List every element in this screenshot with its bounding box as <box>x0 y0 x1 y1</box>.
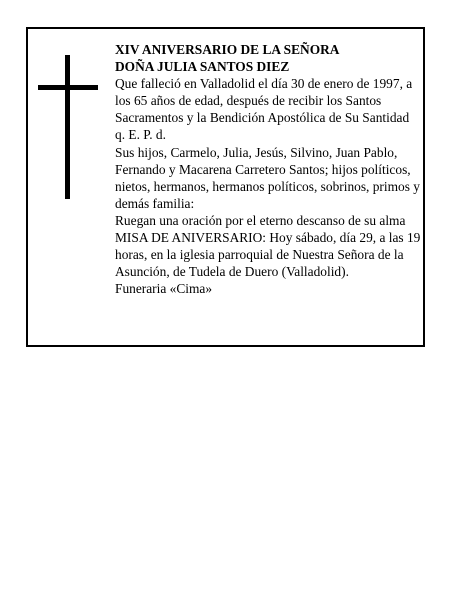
cross-icon <box>38 55 98 199</box>
death-details-paragraph: Que falleció en Valladolid el día 30 de enero de 1997, a los 65 años de edad, después de recibir los Santos Sacramentos y la Bendición Apostólica de Su Santidad q. E. P. d. <box>115 76 413 143</box>
prayer-request-paragraph: Ruegan una oración por el eterno descanso de su alma <box>115 212 406 228</box>
obituary-notice <box>26 27 425 347</box>
funeral-home-line: Funeraria «Cima» <box>115 281 213 297</box>
notice-text <box>115 41 421 297</box>
family-paragraph: Sus hijos, Carmelo, Julia, Jesús, Silvino, Juan Pablo, Fernando y Macarena Carretero Santos; hijos políticos, nietos, hermanos, hermanos políticos, sobrinos, primos y demás familia: <box>115 144 420 211</box>
notice-title-line-2: DOÑA JULIA SANTOS DIEZ <box>115 59 290 75</box>
mass-details-paragraph: MISA DE ANIVERSARIO: Hoy sábado, día 29, a las 19 horas, en la iglesia parroquial de Nuestra Señora de la Asunción, de Tudela de Duero (Valladolid). <box>115 230 421 280</box>
cross-vertical-bar <box>65 55 70 199</box>
cross-horizontal-bar <box>38 85 98 90</box>
notice-title-line-1: XIV ANIVERSARIO DE LA SEÑORA <box>115 42 340 57</box>
